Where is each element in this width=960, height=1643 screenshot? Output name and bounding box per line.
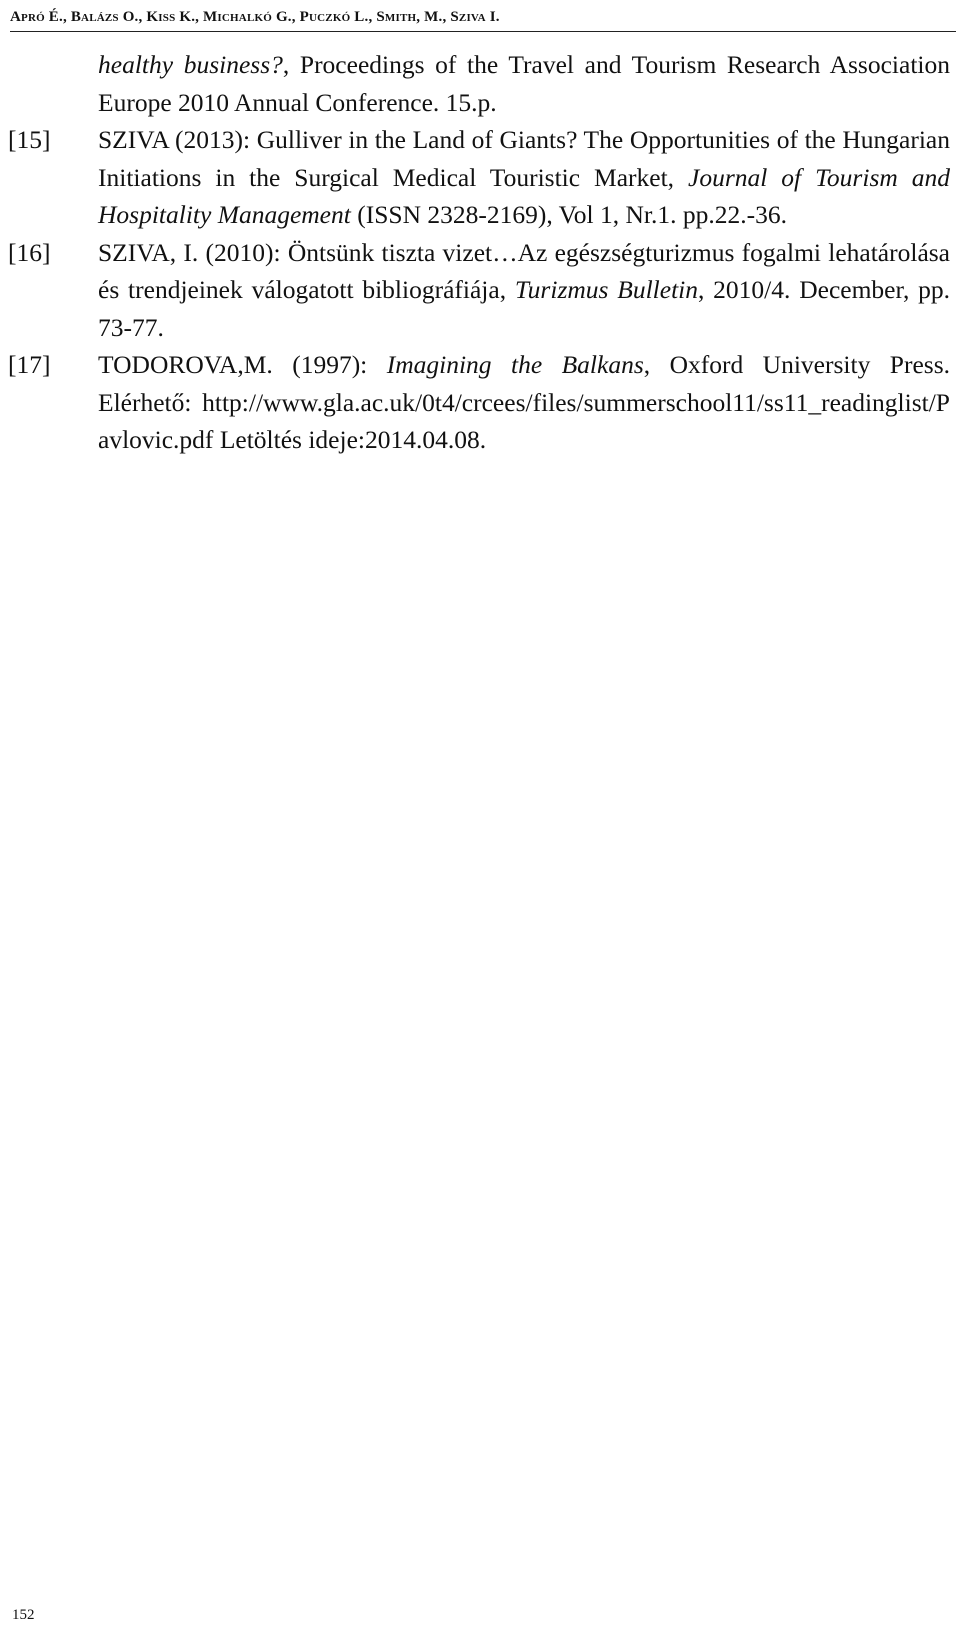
reference-number: [17] xyxy=(8,350,51,379)
reference-number: [15] xyxy=(8,125,51,154)
reference-text: TODOROVA,M. (1997): xyxy=(98,350,387,379)
reference-text: SZIVA, I. (2010): Öntsünk tiszta vizet…Az egészségturizmus fogalmi lehatárolása és trendjeinek válogatott bibliográfiája, xyxy=(98,237,950,304)
reference-body xyxy=(98,234,950,347)
book-title: Imagining the Balkans xyxy=(386,350,644,379)
reference-16 xyxy=(0,234,950,347)
reference-14-details: , Proceedings of the Travel and Tourism Research Association Europe 2010 Annual Conference. 15.p. xyxy=(98,50,950,117)
reference-15 xyxy=(0,121,950,234)
reference-14-continuation xyxy=(98,46,950,121)
reference-17 xyxy=(0,346,950,459)
reference-body xyxy=(98,346,950,459)
reference-list xyxy=(0,46,960,459)
reference-details: , Oxford University Press. Elérhető: xyxy=(98,350,950,417)
reference-14-title: healthy business? xyxy=(98,50,283,79)
reference-access-date: Letöltés ideje:2014.04.08. xyxy=(213,425,487,454)
journal-title: Journal of Tourism and Hospitality Management xyxy=(98,162,950,229)
reference-text: SZIVA (2013): Gulliver in the Land of Giants? The Opportunities of the Hungarian Initiations in the Surgical Medical Touristic Market, xyxy=(98,125,950,192)
running-header: Apró É., Balázs O., Kiss K., Michalkó G., Puczkó L., Smith, M., Sziva I. xyxy=(10,8,956,32)
reference-details: , 2010/4. December, pp. 73-77. xyxy=(98,275,951,342)
reference-body xyxy=(98,121,950,234)
reference-url[interactable]: http://www.gla.ac.uk/0t4/crcees/files/summerschool11/ss11_readinglist/Pavlovic.pdf xyxy=(98,387,950,454)
reference-number: [16] xyxy=(8,237,51,267)
page-number: 152 xyxy=(12,1607,35,1623)
journal-title: Turizmus Bulletin xyxy=(514,275,698,304)
reference-details: (ISSN 2328-2169), Vol 1, Nr.1. pp.22.-36. xyxy=(350,200,787,229)
